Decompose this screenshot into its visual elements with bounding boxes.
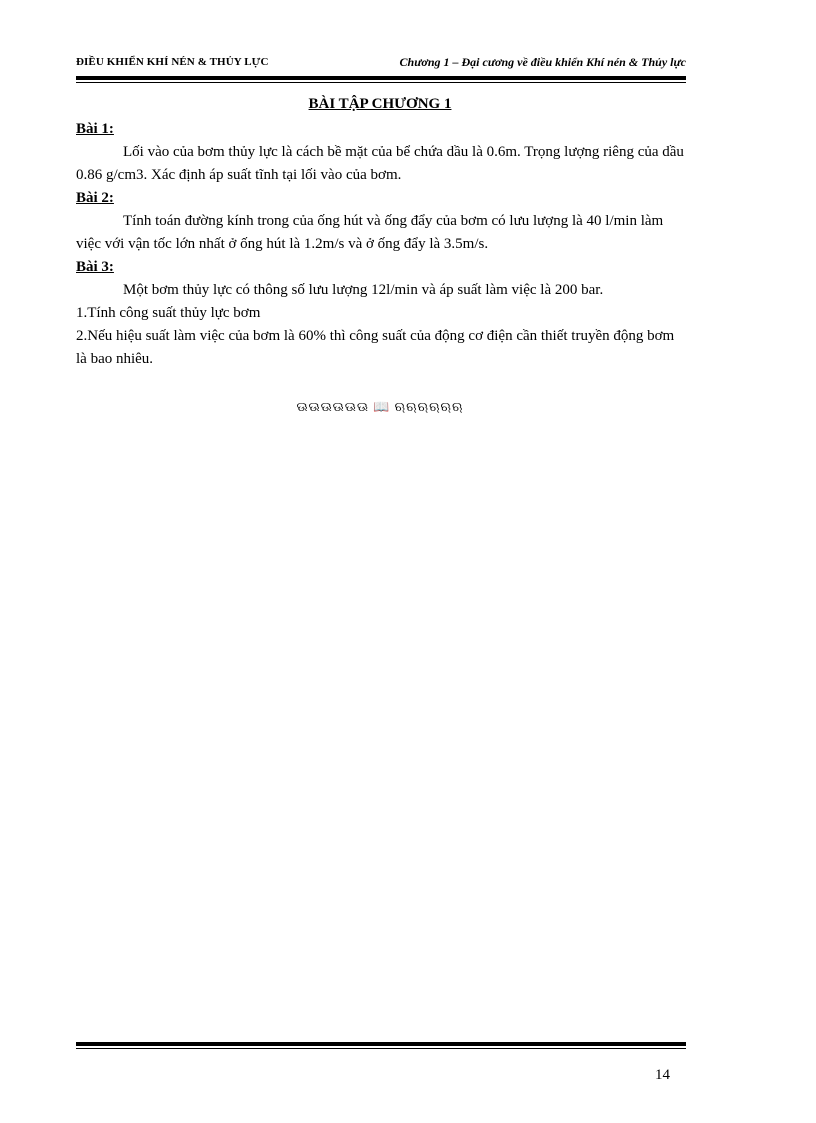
swirl-left-ornament: ଊଊଊଊଊଊ <box>296 399 369 414</box>
exercise-3-item-1: 1.Tính công suất thủy lực bơm <box>76 305 261 321</box>
header-rule-thick <box>76 76 686 80</box>
header-chapter-title: Chương 1 – Đại cương về điều khiển Khí nén & Thủy lực <box>399 55 686 69</box>
exercise-1-text: Lối vào của bơm thủy lực là cách bề mặt của bể chứa dầu là 0.6m. Trọng lượng riêng của dầu 0.86 g/cm3. Xác định áp suất tĩnh tại lối vào của bơm. <box>76 144 684 183</box>
section-divider <box>0 399 760 415</box>
exercise-3-item-2: 2.Nếu hiệu suất làm việc của bơm là 60% thì công suất của động cơ điện cần thiết truyền động bơm là bao nhiêu. <box>76 328 675 367</box>
swirl-right-ornament: ଋଋଋଋଋଋ <box>394 399 464 414</box>
exercise-list <box>76 118 686 371</box>
exercise-1-title: Bài 1: <box>76 121 114 137</box>
page-title: BÀI TẬP CHƯƠNG 1 <box>308 96 452 112</box>
page-number: 14 <box>655 1067 670 1083</box>
exercise-2-text: Tính toán đường kính trong của ống hút và ống đẩy của bơm có lưu lượng là 40 l/min làm việc với vận tốc lớn nhất ở ống hút là 1.2m/s và ở ống đẩy là 3.5m/s. <box>76 213 664 252</box>
open-book-icon: 📖 <box>373 399 391 414</box>
exercise-2-title: Bài 2: <box>76 190 114 206</box>
footer-rule-thick <box>76 1042 686 1046</box>
footer-rule-thin <box>76 1048 686 1049</box>
header-rule-thin <box>76 82 686 83</box>
header-left-title: ĐIỀU KHIỂN KHÍ NÉN & THỦY LỰC <box>76 56 269 68</box>
exercise-3-title: Bài 3: <box>76 259 114 275</box>
exercise-3-text: Một bơm thủy lực có thông số lưu lượng 12l/min và áp suất làm việc là 200 bar. <box>123 282 604 298</box>
